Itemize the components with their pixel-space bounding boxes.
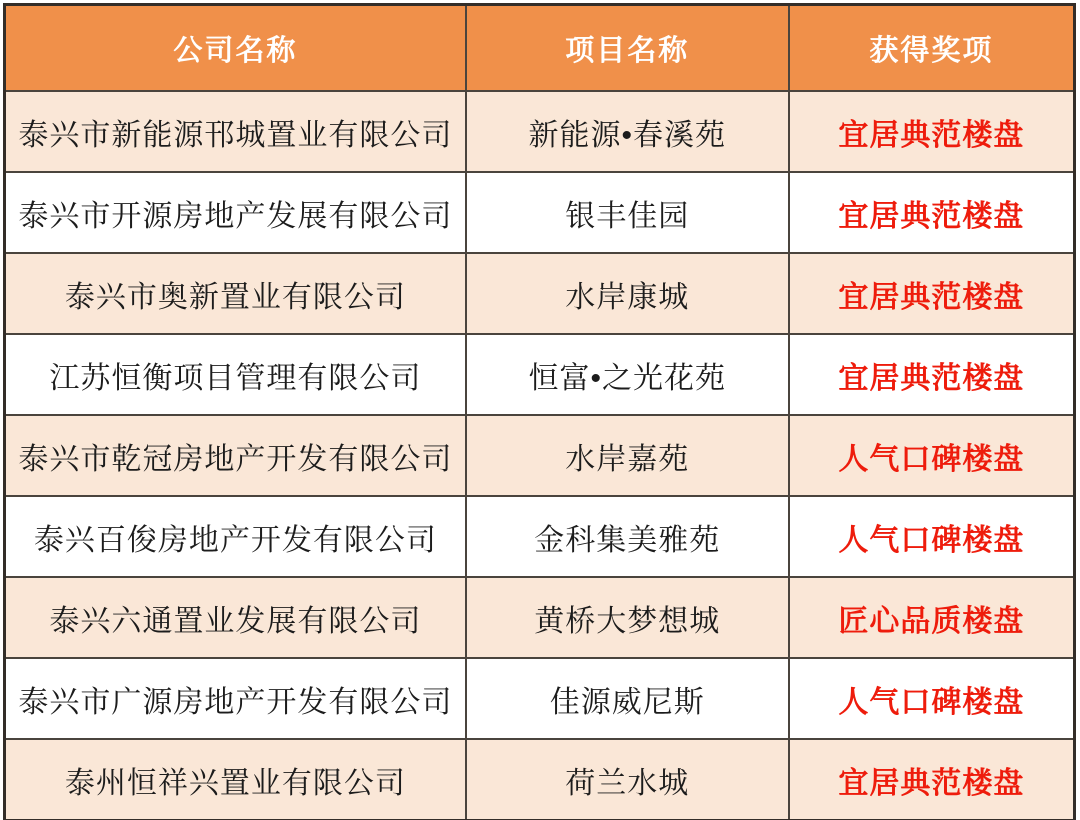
company-cell: 泰兴百俊房地产开发有限公司 bbox=[5, 496, 466, 577]
project-cell: 恒富•之光花苑 bbox=[466, 334, 789, 415]
company-cell: 泰兴市开源房地产发展有限公司 bbox=[5, 172, 466, 253]
company-cell: 泰兴市新能源邗城置业有限公司 bbox=[5, 91, 466, 172]
project-cell: 佳源威尼斯 bbox=[466, 658, 789, 739]
project-cell: 银丰佳园 bbox=[466, 172, 789, 253]
award-cell: 匠心品质楼盘 bbox=[789, 577, 1075, 658]
project-cell: 金科集美雅苑 bbox=[466, 496, 789, 577]
project-cell: 新能源•春溪苑 bbox=[466, 91, 789, 172]
award-cell: 人气口碑楼盘 bbox=[789, 658, 1075, 739]
header-cell-project: 项目名称 bbox=[466, 5, 789, 92]
table-row bbox=[5, 496, 1075, 577]
company-cell: 泰兴六通置业发展有限公司 bbox=[5, 577, 466, 658]
award-table bbox=[3, 3, 1076, 820]
award-cell: 人气口碑楼盘 bbox=[789, 496, 1075, 577]
award-cell: 宜居典范楼盘 bbox=[789, 91, 1075, 172]
header-row bbox=[5, 5, 1075, 92]
table-row bbox=[5, 658, 1075, 739]
award-cell: 人气口碑楼盘 bbox=[789, 415, 1075, 496]
company-cell: 泰州恒祥兴置业有限公司 bbox=[5, 739, 466, 820]
company-cell: 泰兴市奥新置业有限公司 bbox=[5, 253, 466, 334]
table-row bbox=[5, 253, 1075, 334]
project-cell: 水岸嘉苑 bbox=[466, 415, 789, 496]
header-cell-company: 公司名称 bbox=[5, 5, 466, 92]
company-cell: 泰兴市广源房地产开发有限公司 bbox=[5, 658, 466, 739]
award-cell: 宜居典范楼盘 bbox=[789, 739, 1075, 820]
table-row bbox=[5, 739, 1075, 820]
table-row bbox=[5, 91, 1075, 172]
table-row bbox=[5, 172, 1075, 253]
company-cell: 江苏恒衡项目管理有限公司 bbox=[5, 334, 466, 415]
table-row bbox=[5, 577, 1075, 658]
project-cell: 黄桥大梦想城 bbox=[466, 577, 789, 658]
header-cell-award: 获得奖项 bbox=[789, 5, 1075, 92]
company-cell: 泰兴市乾冠房地产开发有限公司 bbox=[5, 415, 466, 496]
award-cell: 宜居典范楼盘 bbox=[789, 334, 1075, 415]
project-cell: 水岸康城 bbox=[466, 253, 789, 334]
award-cell: 宜居典范楼盘 bbox=[789, 172, 1075, 253]
award-cell: 宜居典范楼盘 bbox=[789, 253, 1075, 334]
project-cell: 荷兰水城 bbox=[466, 739, 789, 820]
table-row bbox=[5, 415, 1075, 496]
table-row bbox=[5, 334, 1075, 415]
